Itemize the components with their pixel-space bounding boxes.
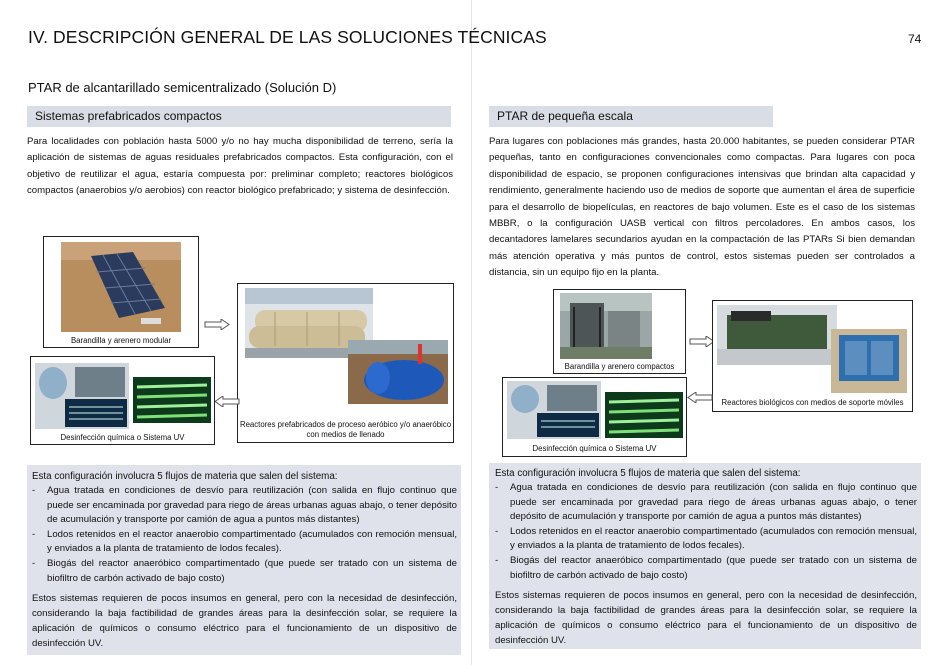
list-item-text: Biogás del reactor anaeróbico compartimentado (que puede ser tratado con un sistema de biofiltro de carbón activado de bajo costo) xyxy=(510,554,917,581)
mbbr-tank-image xyxy=(717,305,837,365)
right-heading: PTAR de pequeña escala xyxy=(497,109,633,123)
right-flows-box xyxy=(489,463,921,649)
chemical-dosing-image xyxy=(35,363,129,429)
left-disinfection-figure xyxy=(30,356,215,445)
right-flows-footer: Estos sistemas requieren de pocos insumos en general, pero con la necesidad de desinfección, considerando la baja factibilidad de grandes áreas para la desinfección solar, se requiere la aplicación de químicos o consumo eléctrico para el funcionamiento de un dispositivo de desinfección UV. xyxy=(495,590,917,647)
list-marker: - xyxy=(32,557,36,569)
list-marker: - xyxy=(495,525,499,537)
right-screen-figure xyxy=(553,289,686,374)
modular-tank-image xyxy=(61,242,181,332)
left-heading-band xyxy=(27,106,451,127)
arrow-right-icon xyxy=(204,319,230,330)
right-flow-item-1 xyxy=(495,481,917,525)
left-flows-list xyxy=(32,484,457,586)
left-flow-item-1 xyxy=(32,484,457,528)
right-flows-list xyxy=(495,481,917,583)
left-flows-box xyxy=(27,465,461,655)
list-item-text: Lodos retenidos en el reactor anaerobio compartimentado (acumulados con remoción mensual, y enviados a la planta de tratamiento de lodos fecales). xyxy=(47,528,457,555)
right-flow-item-2 xyxy=(495,525,917,554)
arrow-left-icon xyxy=(687,392,713,403)
right-disinfection-caption: Desinfección química o Sistema UV xyxy=(532,444,657,453)
compact-screen-image xyxy=(560,293,652,359)
page-title: IV. DESCRIPCIÓN GENERAL DE LAS SOLUCIONES TÉCNICAS xyxy=(28,27,547,47)
list-item-text: Lodos retenidos en el reactor anaerobio compartimentado (acumulados con remoción mensual, y enviados a la planta de tratamiento de lodos fecales). xyxy=(510,525,917,552)
list-marker: - xyxy=(32,485,36,496)
moving-media-image xyxy=(831,329,907,393)
chemical-dosing-image xyxy=(507,381,601,439)
right-disinfection-figure xyxy=(502,377,687,457)
page-number: 74 xyxy=(908,32,922,46)
right-flows-heading: Esta configuración involucra 5 flujos de materia que salen del sistema: xyxy=(495,468,801,479)
left-screen-caption: Barandilla y arenero modular xyxy=(70,336,172,345)
section-subtitle: PTAR de alcantarillado semicentralizado (Solución D) xyxy=(28,80,337,95)
arrow-left-icon xyxy=(214,396,240,407)
list-marker: - xyxy=(32,528,36,540)
right-reactor-caption: Reactores biológicos con medios de soporte móviles xyxy=(721,398,904,407)
left-flows-heading: Esta configuración involucra 5 flujos de materia que salen del sistema: xyxy=(32,471,338,482)
list-item-text: Biogás del reactor anaeróbico compartimentado (que puede ser tratado con un sistema de biofiltro de carbón activado de bajo costo) xyxy=(47,557,457,584)
right-intro-paragraph: Para lugares con poblaciones más grandes, hasta 20.000 habitantes, se pueden considerar PTAR pequeñas, tanto en configuraciones convencionales como compactas. Para lugares con poca disponibilidad de espacio, se proponen configuraciones intensivas que brindan alta capacidad y rendimiento, generalmente haciendo uso de medios de soporte que aumentan el área de superficie para el desarrollo de biopelículas, en reactores de bajo volumen. Este es el caso de los sistemas MBBR, o la configuración UASB vertical con filtros percoladores. En ambos casos, los decantadores lamelares secundarios ayudan en la compactación de las PTARs Si bien demandan más atención operativa y más puntos de control, estos sistemas pueden ser controlados a distancia, sin un equipo fijo en la planta. xyxy=(489,136,915,279)
blue-tank-image xyxy=(348,340,448,404)
uv-lamps-image xyxy=(605,392,683,438)
left-flows-footer: Estos sistemas requieren de pocos insumos en general, pero con la necesidad de desinfección, considerando la baja factibilidad de grandes áreas para la desinfección solar, se requiere la aplicación de químicos o consumo eléctrico para el funcionamiento de un dispositivo de desinfección UV. xyxy=(32,593,457,650)
list-marker: - xyxy=(495,554,499,566)
left-disinfection-caption: Desinfección química o Sistema UV xyxy=(60,433,185,442)
uv-lamps-image xyxy=(133,377,211,423)
right-screen-caption: Barandilla y arenero compactos xyxy=(564,362,675,371)
right-reactor-figure xyxy=(712,300,913,412)
left-flow-item-2 xyxy=(32,528,457,557)
left-reactor-figure xyxy=(237,283,454,443)
left-intro-paragraph: Para localidades con población hasta 5000 y/o no hay mucha disponibilidad de terreno, sería la aplicación de sistemas de aguas residuales prefabricados compactos. Esta configuración, con el objetivo de reutilizar el agua, estaría compuesta por: preliminar completo; reactores biológicos compactos (anaerobios y/o aerobios) con reactor biológico prefabricado; y sistema de desinfección. xyxy=(27,136,453,197)
list-marker: - xyxy=(495,482,499,493)
page-divider xyxy=(471,0,472,665)
right-heading-band xyxy=(489,106,773,127)
list-item-text: Agua tratada en condiciones de desvío para reutilización (con salida en flujo continuo que puede ser encaminada por gravedad para riego de áreas urbanas aguas abajo, o tener depósito de acumulación y transporte por camión de agua a puntos más distantes) xyxy=(510,482,917,523)
left-reactor-caption: Reactores prefabricados de proceso aeróbico y/o anaeróbico con medios de llenado xyxy=(239,420,452,439)
list-item-text: Agua tratada en condiciones de desvío para reutilización (con salida en flujo continuo que puede ser encaminada por gravedad para riego de áreas urbanas aguas abajo, o tener depósito de acumulación y transporte por camión de agua a puntos más distantes) xyxy=(47,485,457,526)
right-flow-item-3 xyxy=(495,554,917,583)
left-screen-figure xyxy=(43,236,199,348)
left-heading: Sistemas prefabricados compactos xyxy=(35,109,222,123)
left-flow-item-3 xyxy=(32,557,457,586)
